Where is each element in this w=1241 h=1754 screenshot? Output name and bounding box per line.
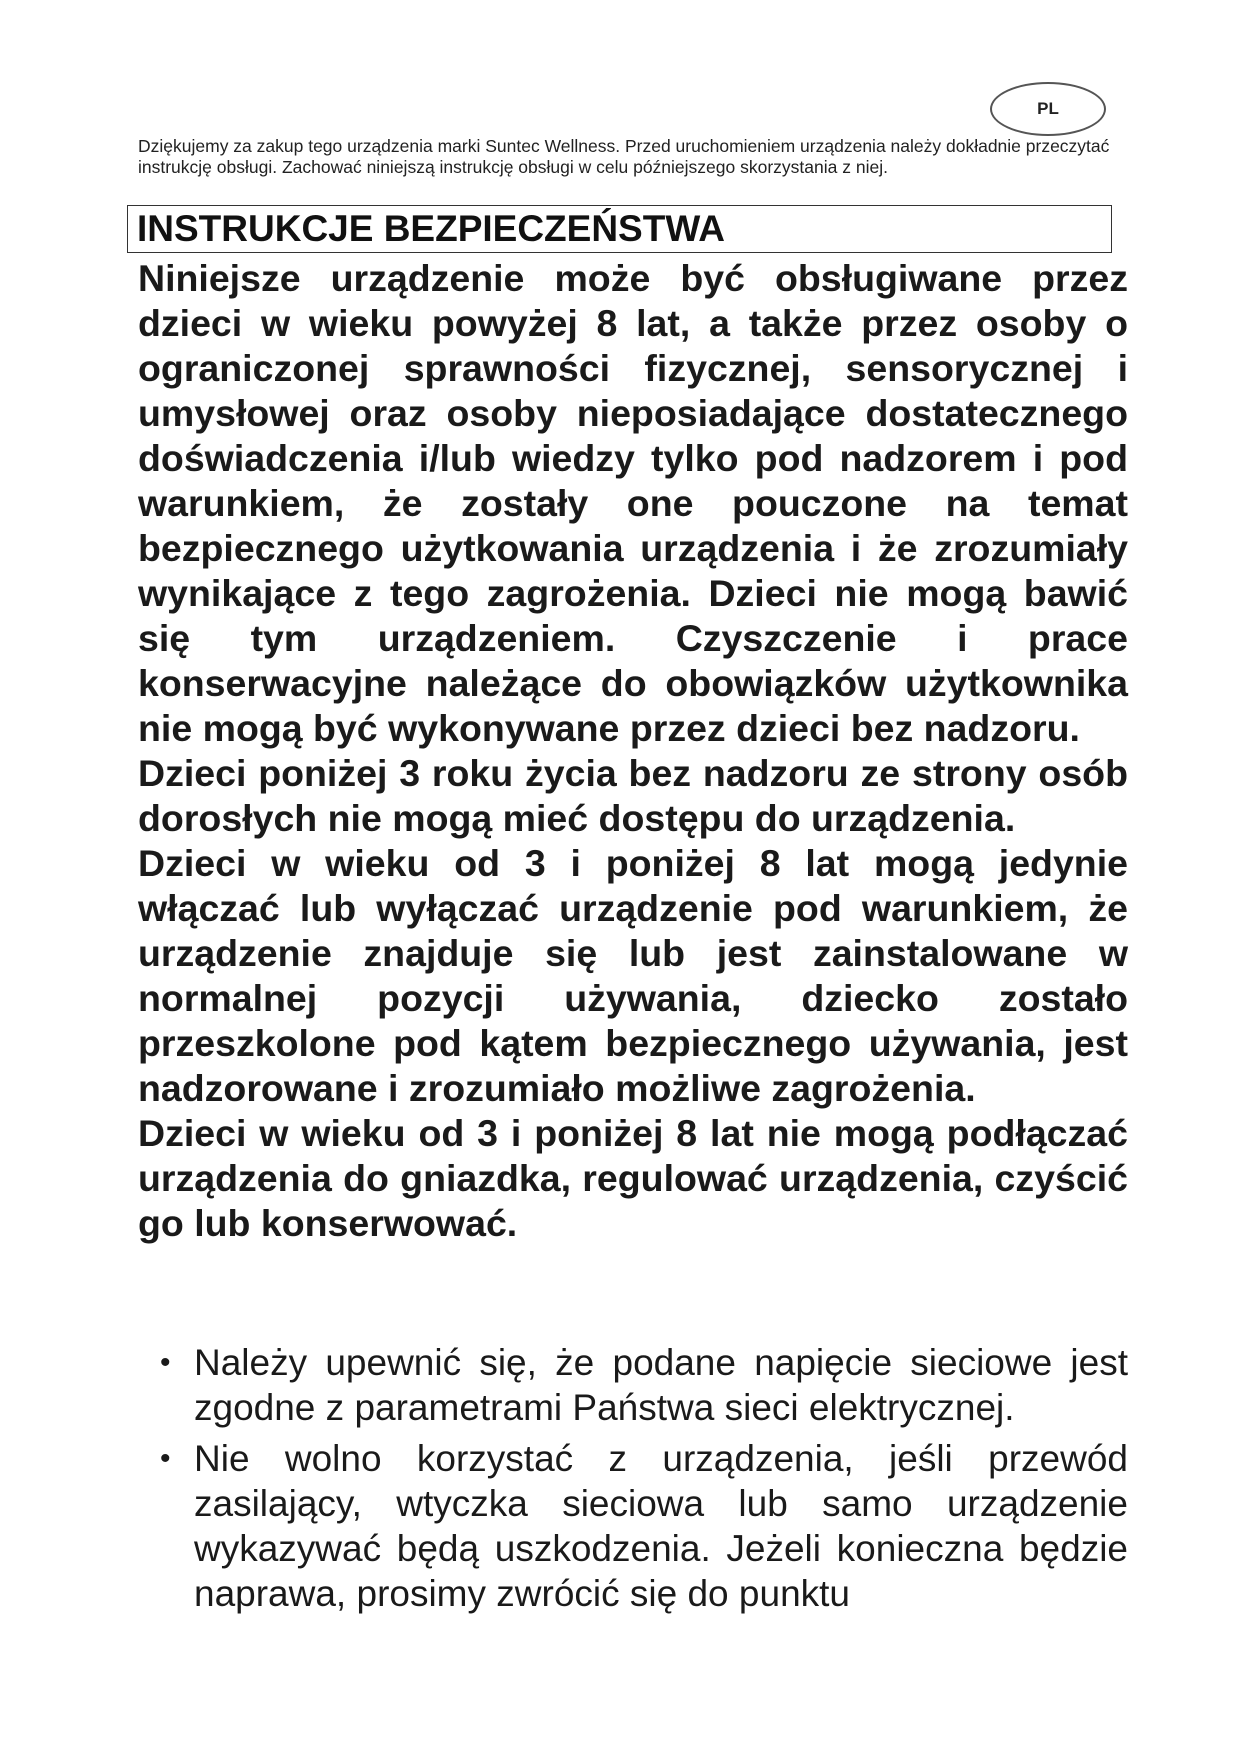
- bullet-icon: •: [160, 1442, 171, 1475]
- warning-paragraph: Dzieci w wieku od 3 i poniżej 8 lat nie mogą podłączać urządzenia do gniazdka, regulować urządzenia, czyścić go lub konserwować.: [138, 1112, 1128, 1244]
- warning-paragraph: Dzieci w wieku od 3 i poniżej 8 lat mogą jedynie włączać lub wyłączać urządzenie pod warunkiem, że urządzenie znajduje się lub jest zainstalowane w normalnej pozycji używania, dziecko zostało przeszkolone pod kątem bezpiecznego używania, jest nadzorowane i zrozumiało możliwe zagrożenia.: [138, 842, 1128, 1109]
- intro-text: Dziękujemy za zakup tego urządzenia marki Suntec Wellness. Przed uruchomieniem urządzenia należy dokładnie przeczytać instrukcję obsługi. Zachować niniejszą instrukcję obsługi w celu późniejszego skorzystania z niej.: [138, 136, 1110, 177]
- bullet-icon: •: [160, 1346, 171, 1379]
- list-item: [158, 1340, 1128, 1430]
- language-badge: PL: [990, 82, 1106, 136]
- safety-bullet-list: [158, 1340, 1128, 1616]
- warning-paragraph: Niniejsze urządzenie może być obsługiwane przez dzieci w wieku powyżej 8 lat, a także przez osoby o ograniczonej sprawności fizycznej, sensorycznej i umysłowej oraz osoby nieposiadające dostatecznego doświadczenia i/lub wiedzy tylko pod nadzorem i pod warunkiem, że zostały one pouczone na temat bezpiecznego użytkowania urządzenia i że zrozumiały wynikające z tego zagrożenia. Dzieci nie mogą bawić się tym urządzeniem. Czyszczenie i prace konserwacyjne należące do obowiązków użytkownika nie mogą być wykonywane przez dzieci bez nadzoru.: [138, 257, 1128, 749]
- list-item: [158, 1436, 1128, 1616]
- list-item-text: Nie wolno korzystać z urządzenia, jeśli przewód zasilający, wtyczka sieciowa lub samo urządzenie wykazywać będą uszkodzenia. Jeżeli konieczna będzie naprawa, prosimy zwrócić się do punktu: [194, 1438, 1128, 1614]
- warning-paragraph: Dzieci poniżej 3 roku życia bez nadzoru ze strony osób dorosłych nie mogą mieć dostępu do urządzenia.: [138, 752, 1128, 839]
- section-title: INSTRUKCJE BEZPIECZEŃSTWA: [127, 205, 1112, 253]
- safety-warnings: [138, 256, 1128, 1246]
- list-item-text: Należy upewnić się, że podane napięcie sieciowe jest zgodne z parametrami Państwa sieci elektrycznej.: [194, 1342, 1128, 1428]
